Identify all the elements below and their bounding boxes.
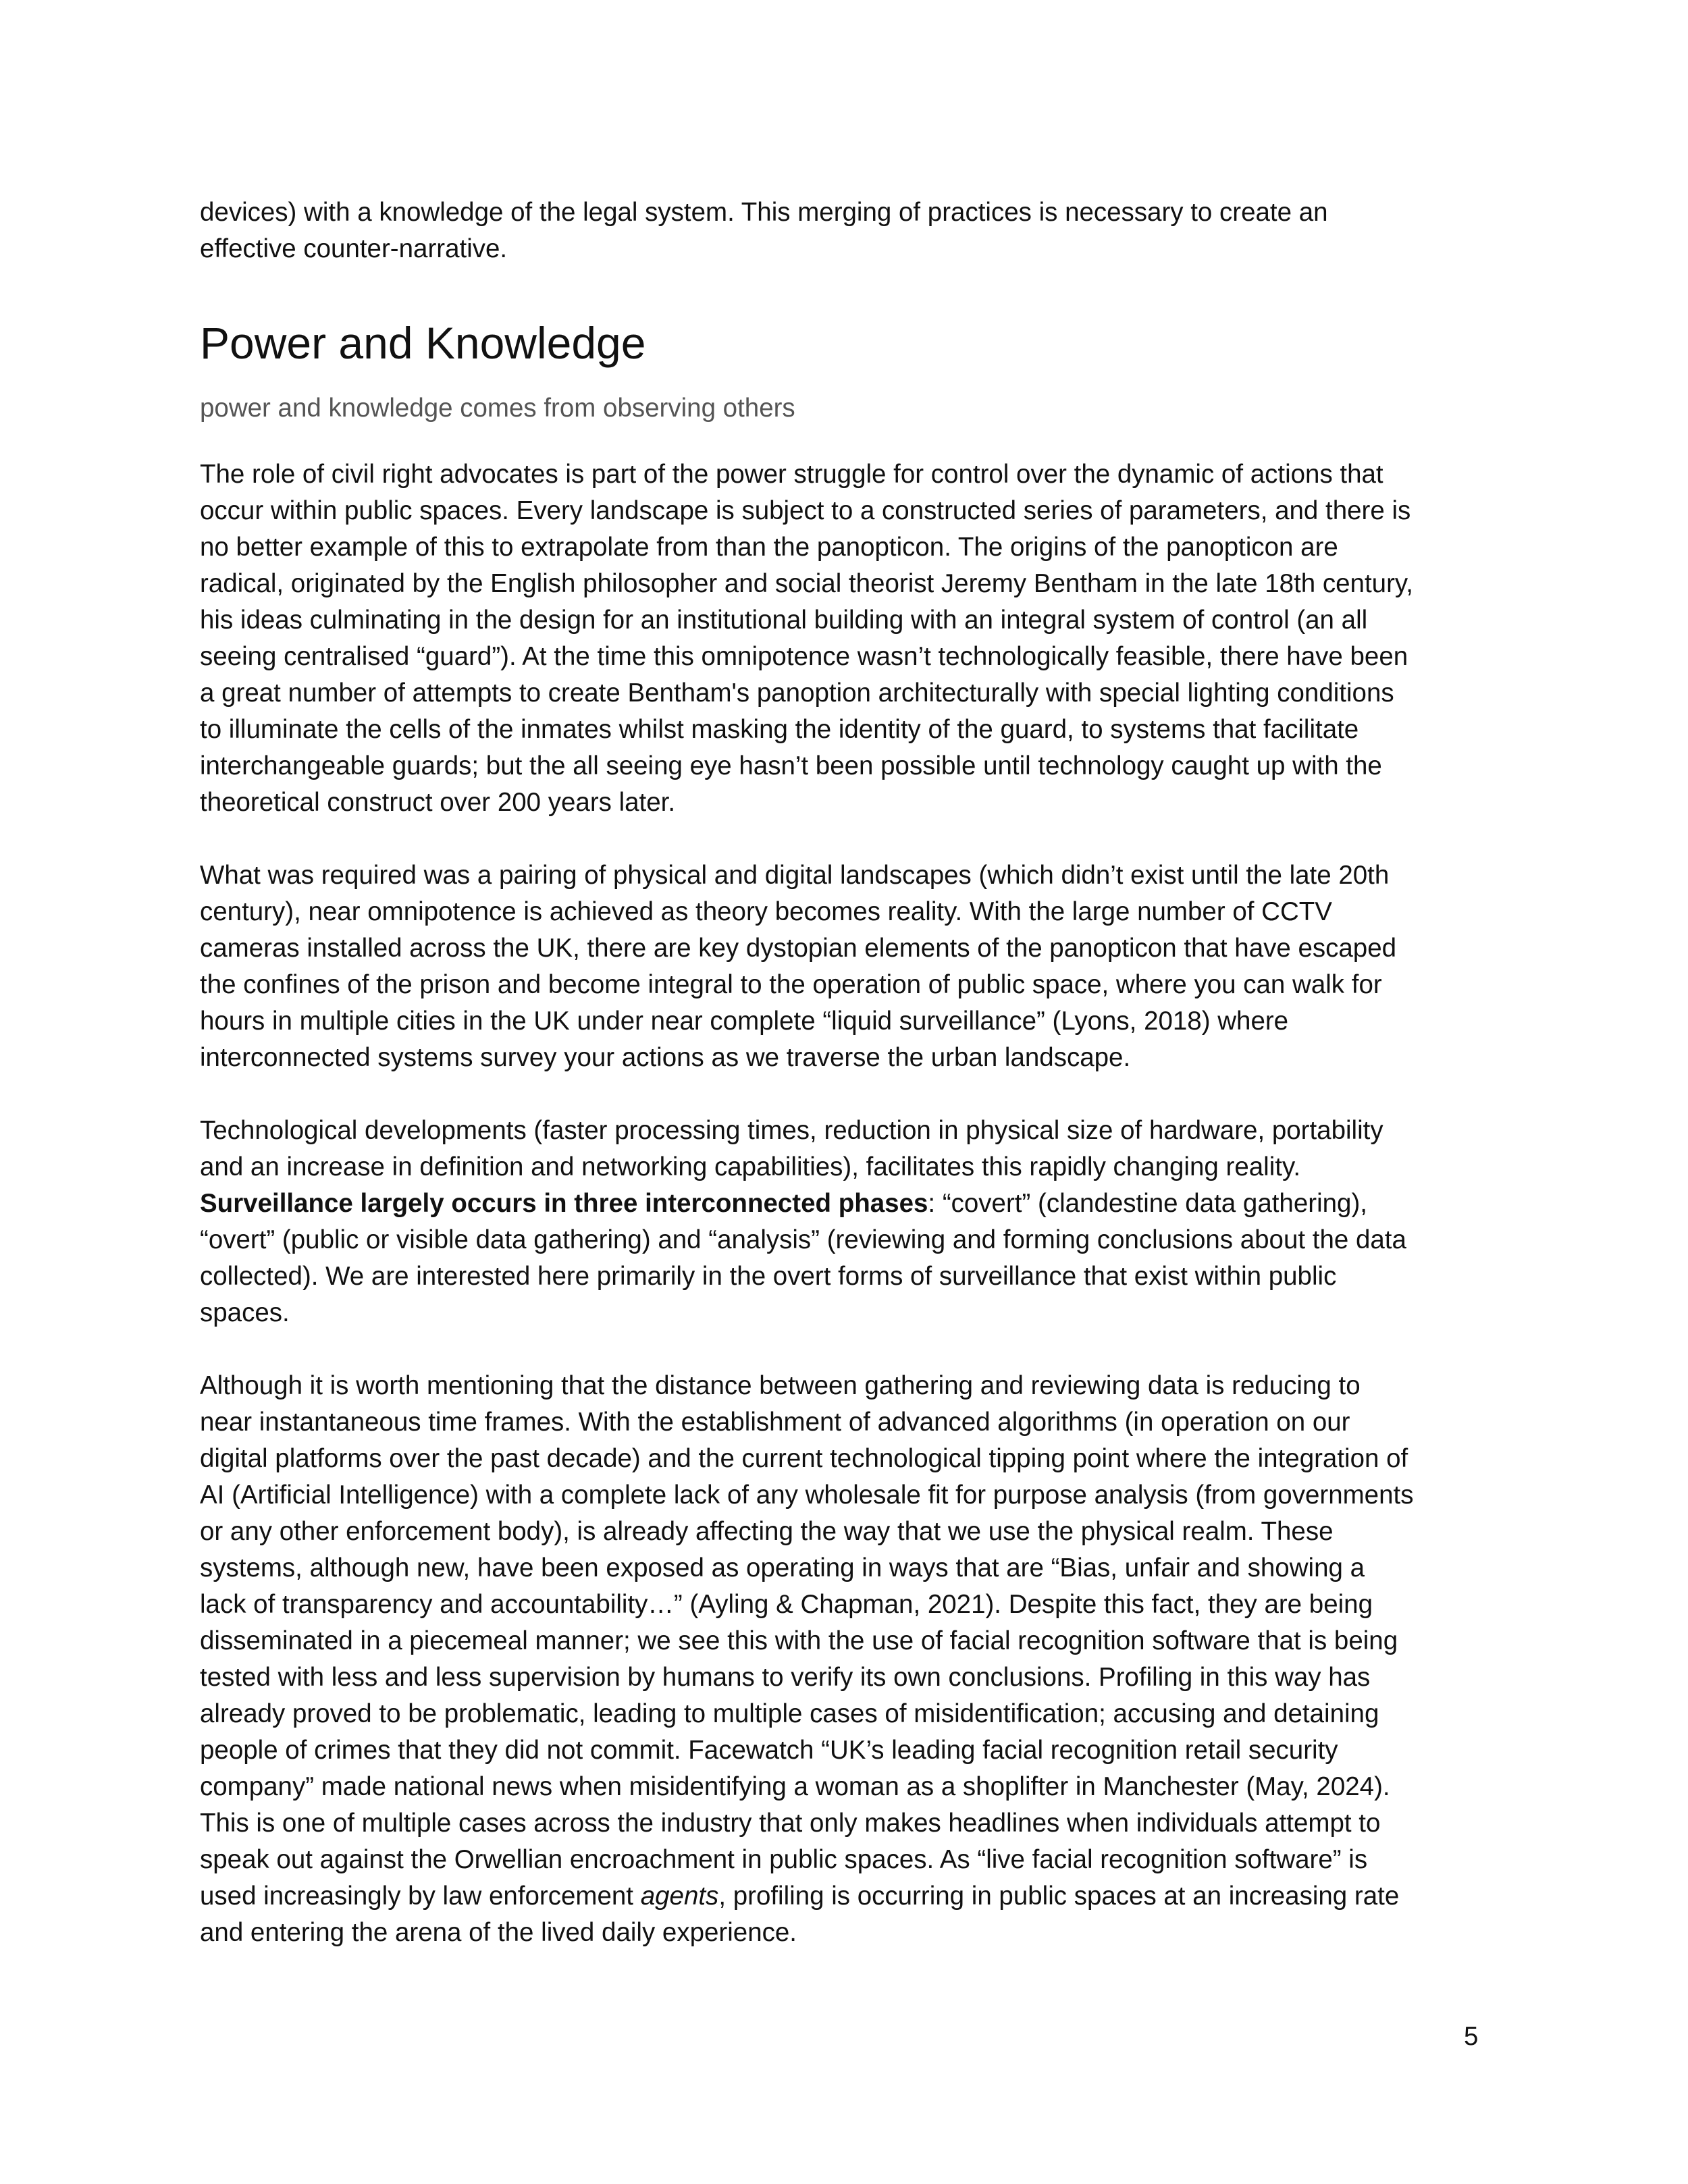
text-line: and an increase in definition and networking capabilities), facilitates this rapidly changing reality. — [200, 1152, 1301, 1181]
text-line: effective counter-narrative. — [200, 234, 508, 263]
intro-paragraph — [200, 194, 1496, 267]
text-line: digital platforms over the past decade) and the current technological tipping point where the integration of — [200, 1444, 1408, 1473]
text-line: disseminated in a piecemeal manner; we see this with the use of facial recognition software that is being — [200, 1626, 1398, 1655]
text-line — [200, 1186, 1496, 1222]
text-line: hours in multiple cities in the UK under near complete “liquid surveillance” (Lyons, 2018) where — [200, 1007, 1289, 1036]
paragraph-facial-recognition — [200, 1368, 1496, 1951]
text-line: The role of civil right advocates is part of the power struggle for control over the dynamic of actions that — [200, 460, 1383, 489]
paragraph-surveillance-phases — [200, 1113, 1496, 1331]
text-line: devices) with a knowledge of the legal system. This merging of practices is necessary to create an — [200, 198, 1328, 227]
text-line: people of crimes that they did not commit. Facewatch “UK’s leading facial recognition retail security — [200, 1736, 1338, 1765]
text-line: theoretical construct over 200 years later. — [200, 788, 676, 817]
italic-word: agents — [640, 1882, 719, 1911]
text-span: , profiling is occurring in public spaces at an increasing rate — [718, 1882, 1400, 1911]
page-content — [200, 194, 1496, 1951]
text-line: a great number of attempts to create Bentham's panoption architecturally with special lighting conditions — [200, 678, 1394, 708]
text-line: and entering the arena of the lived daily experience. — [200, 1918, 797, 1947]
text-line: systems, although new, have been exposed as operating in ways that are “Bias, unfair and showing a — [200, 1553, 1365, 1582]
text-line: company” made national news when misidentifying a woman as a shoplifter in Manchester (May, 2024). — [200, 1772, 1390, 1801]
text-span: used increasingly by law enforcement — [200, 1882, 641, 1911]
text-line: tested with less and less supervision by humans to verify its own conclusions. Profiling in this way has — [200, 1663, 1371, 1692]
text-line: his ideas culminating in the design for an institutional building with an integral system of control (an all — [200, 606, 1368, 635]
text-line: This is one of multiple cases across the industry that only makes headlines when individuals attempt to — [200, 1809, 1381, 1838]
text-line: century), near omnipotence is achieved as theory becomes reality. With the large number of CCTV — [200, 897, 1332, 926]
text-line: the confines of the prison and become integral to the operation of public space, where you can walk for — [200, 970, 1382, 999]
text-line: AI (Artificial Intelligence) with a complete lack of any wholesale fit for purpose analysis (from governments — [200, 1481, 1414, 1510]
text-line: cameras installed across the UK, there are key dystopian elements of the panopticon that have escaped — [200, 934, 1397, 963]
text-line: interchangeable guards; but the all seeing eye hasn’t been possible until technology caught up with the — [200, 751, 1382, 780]
section-subtitle: power and knowledge comes from observing others — [200, 394, 795, 423]
bold-phrase: Surveillance largely occurs in three interconnected phases — [200, 1189, 928, 1218]
text-line: lack of transparency and accountability…” (Ayling & Chapman, 2021). Despite this fact, they are being — [200, 1590, 1373, 1619]
text-line: speak out against the Orwellian encroachment in public spaces. As “live facial recognition software” is — [200, 1845, 1368, 1874]
page-number: 5 — [1464, 2022, 1479, 2051]
text-line: What was required was a pairing of physical and digital landscapes (which didn’t exist until the late 20th — [200, 861, 1390, 890]
text-line: to illuminate the cells of the inmates whilst masking the identity of the guard, to systems that facilitate — [200, 715, 1359, 744]
text-line: near instantaneous time frames. With the establishment of advanced algorithms (in operation on our — [200, 1408, 1350, 1437]
text-line: collected). We are interested here primarily in the overt forms of surveillance that exist within public — [200, 1262, 1337, 1291]
section-heading: Power and Knowledge — [200, 318, 646, 368]
text-line: Although it is worth mentioning that the distance between gathering and reviewing data is reducing to — [200, 1371, 1361, 1400]
text-line: spaces. — [200, 1298, 290, 1327]
text-span: : “covert” (clandestine data gathering), — [928, 1189, 1367, 1218]
text-line: already proved to be problematic, leading to multiple cases of misidentification; accusing and detaining — [200, 1699, 1379, 1728]
text-line — [200, 1878, 1496, 1915]
text-line: seeing centralised “guard”). At the time this omnipotence wasn’t technologically feasible, there have been — [200, 642, 1408, 671]
paragraph-landscapes — [200, 857, 1496, 1076]
text-line: no better example of this to extrapolate from than the panopticon. The origins of the panopticon are — [200, 533, 1338, 562]
text-line: Technological developments (faster processing times, reduction in physical size of hardware, portability — [200, 1116, 1383, 1145]
paragraph-panopticon — [200, 456, 1496, 821]
text-line: “overt” (public or visible data gathering) and “analysis” (reviewing and forming conclusions about the data — [200, 1225, 1406, 1254]
text-line: radical, originated by the English philosopher and social theorist Jeremy Bentham in the late 18th century, — [200, 569, 1413, 598]
text-line: interconnected systems survey your actions as we traverse the urban landscape. — [200, 1043, 1131, 1072]
text-line: or any other enforcement body), is already affecting the way that we use the physical realm. These — [200, 1517, 1334, 1546]
text-line: occur within public spaces. Every landscape is subject to a constructed series of parameters, and there is — [200, 496, 1411, 525]
